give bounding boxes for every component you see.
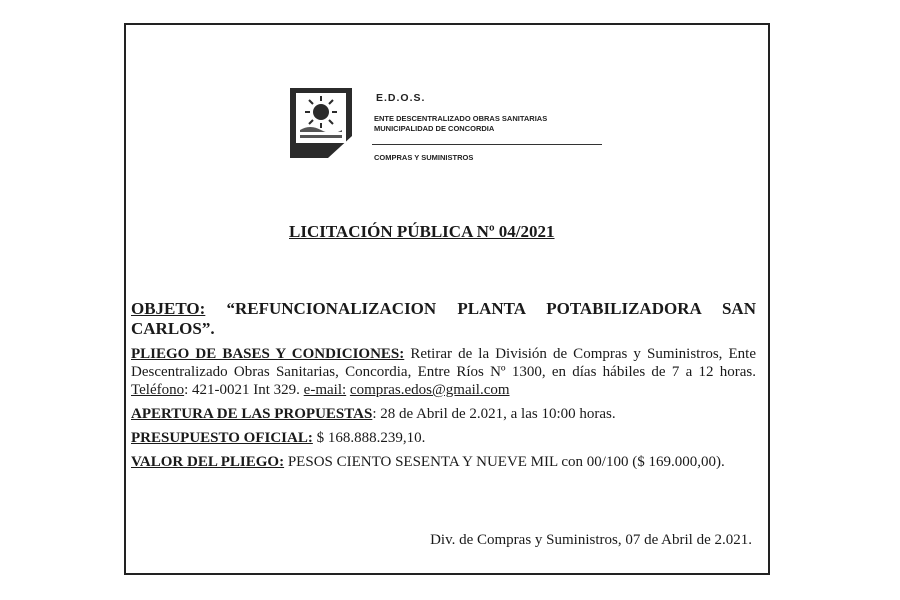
presupuesto-label: PRESUPUESTO OFICIAL: [131, 430, 313, 446]
edos-logo-icon [288, 86, 354, 160]
objeto-paragraph [131, 299, 756, 339]
pliego-label: PLIEGO DE BASES Y CONDICIONES: [131, 346, 405, 362]
objeto-text: “REFUNCIONALIZACION PLANTA POTABILIZADORA SAN CARLOS”. [131, 299, 756, 338]
org-name-line2: MUNICIPALIDAD DE CONCORDIA [374, 124, 495, 133]
header-divider [372, 144, 602, 145]
notice-body [131, 299, 756, 471]
valor-paragraph [131, 453, 756, 471]
org-acronym: E.D.O.S. [376, 92, 426, 104]
phone-text: : 421-0021 Int 329. [184, 382, 304, 398]
presupuesto-paragraph [131, 429, 756, 447]
email-label: e-mail: [303, 382, 347, 398]
page-title: LICITACIÓN PÚBLICA Nº 04/2021 [289, 222, 555, 241]
apertura-text: : 28 de Abril de 2.021, a las 10:00 horas. [372, 406, 616, 422]
signature-line: Div. de Compras y Suministros, 07 de Abril de 2.021. [430, 532, 752, 548]
apertura-label: APERTURA DE LAS PROPUESTAS [131, 406, 373, 422]
apertura-paragraph [131, 405, 756, 423]
pliego-paragraph [131, 345, 756, 399]
org-name-line1: ENTE DESCENTRALIZADO OBRAS SANITARIAS [374, 114, 548, 123]
valor-label: VALOR DEL PLIEGO: [131, 454, 285, 470]
valor-text: PESOS CIENTO SESENTA Y NUEVE MIL con 00/100 ($ 169.000,00). [284, 454, 725, 470]
objeto-label: OBJETO: [131, 299, 206, 318]
presupuesto-text: $ 168.888.239,10. [312, 430, 426, 446]
org-department: COMPRAS Y SUMINISTROS [374, 153, 474, 162]
pliego-text: Retirar de la División de Compras y Suministros, Ente Descentralizado Obras Sanitarias, Concordia, Entre Ríos Nº 1300, en días hábiles de 7 a 12 horas. [131, 346, 756, 380]
phone-label: Teléfono [131, 382, 185, 398]
email-link[interactable]: compras.edos@gmail.com [349, 382, 510, 398]
